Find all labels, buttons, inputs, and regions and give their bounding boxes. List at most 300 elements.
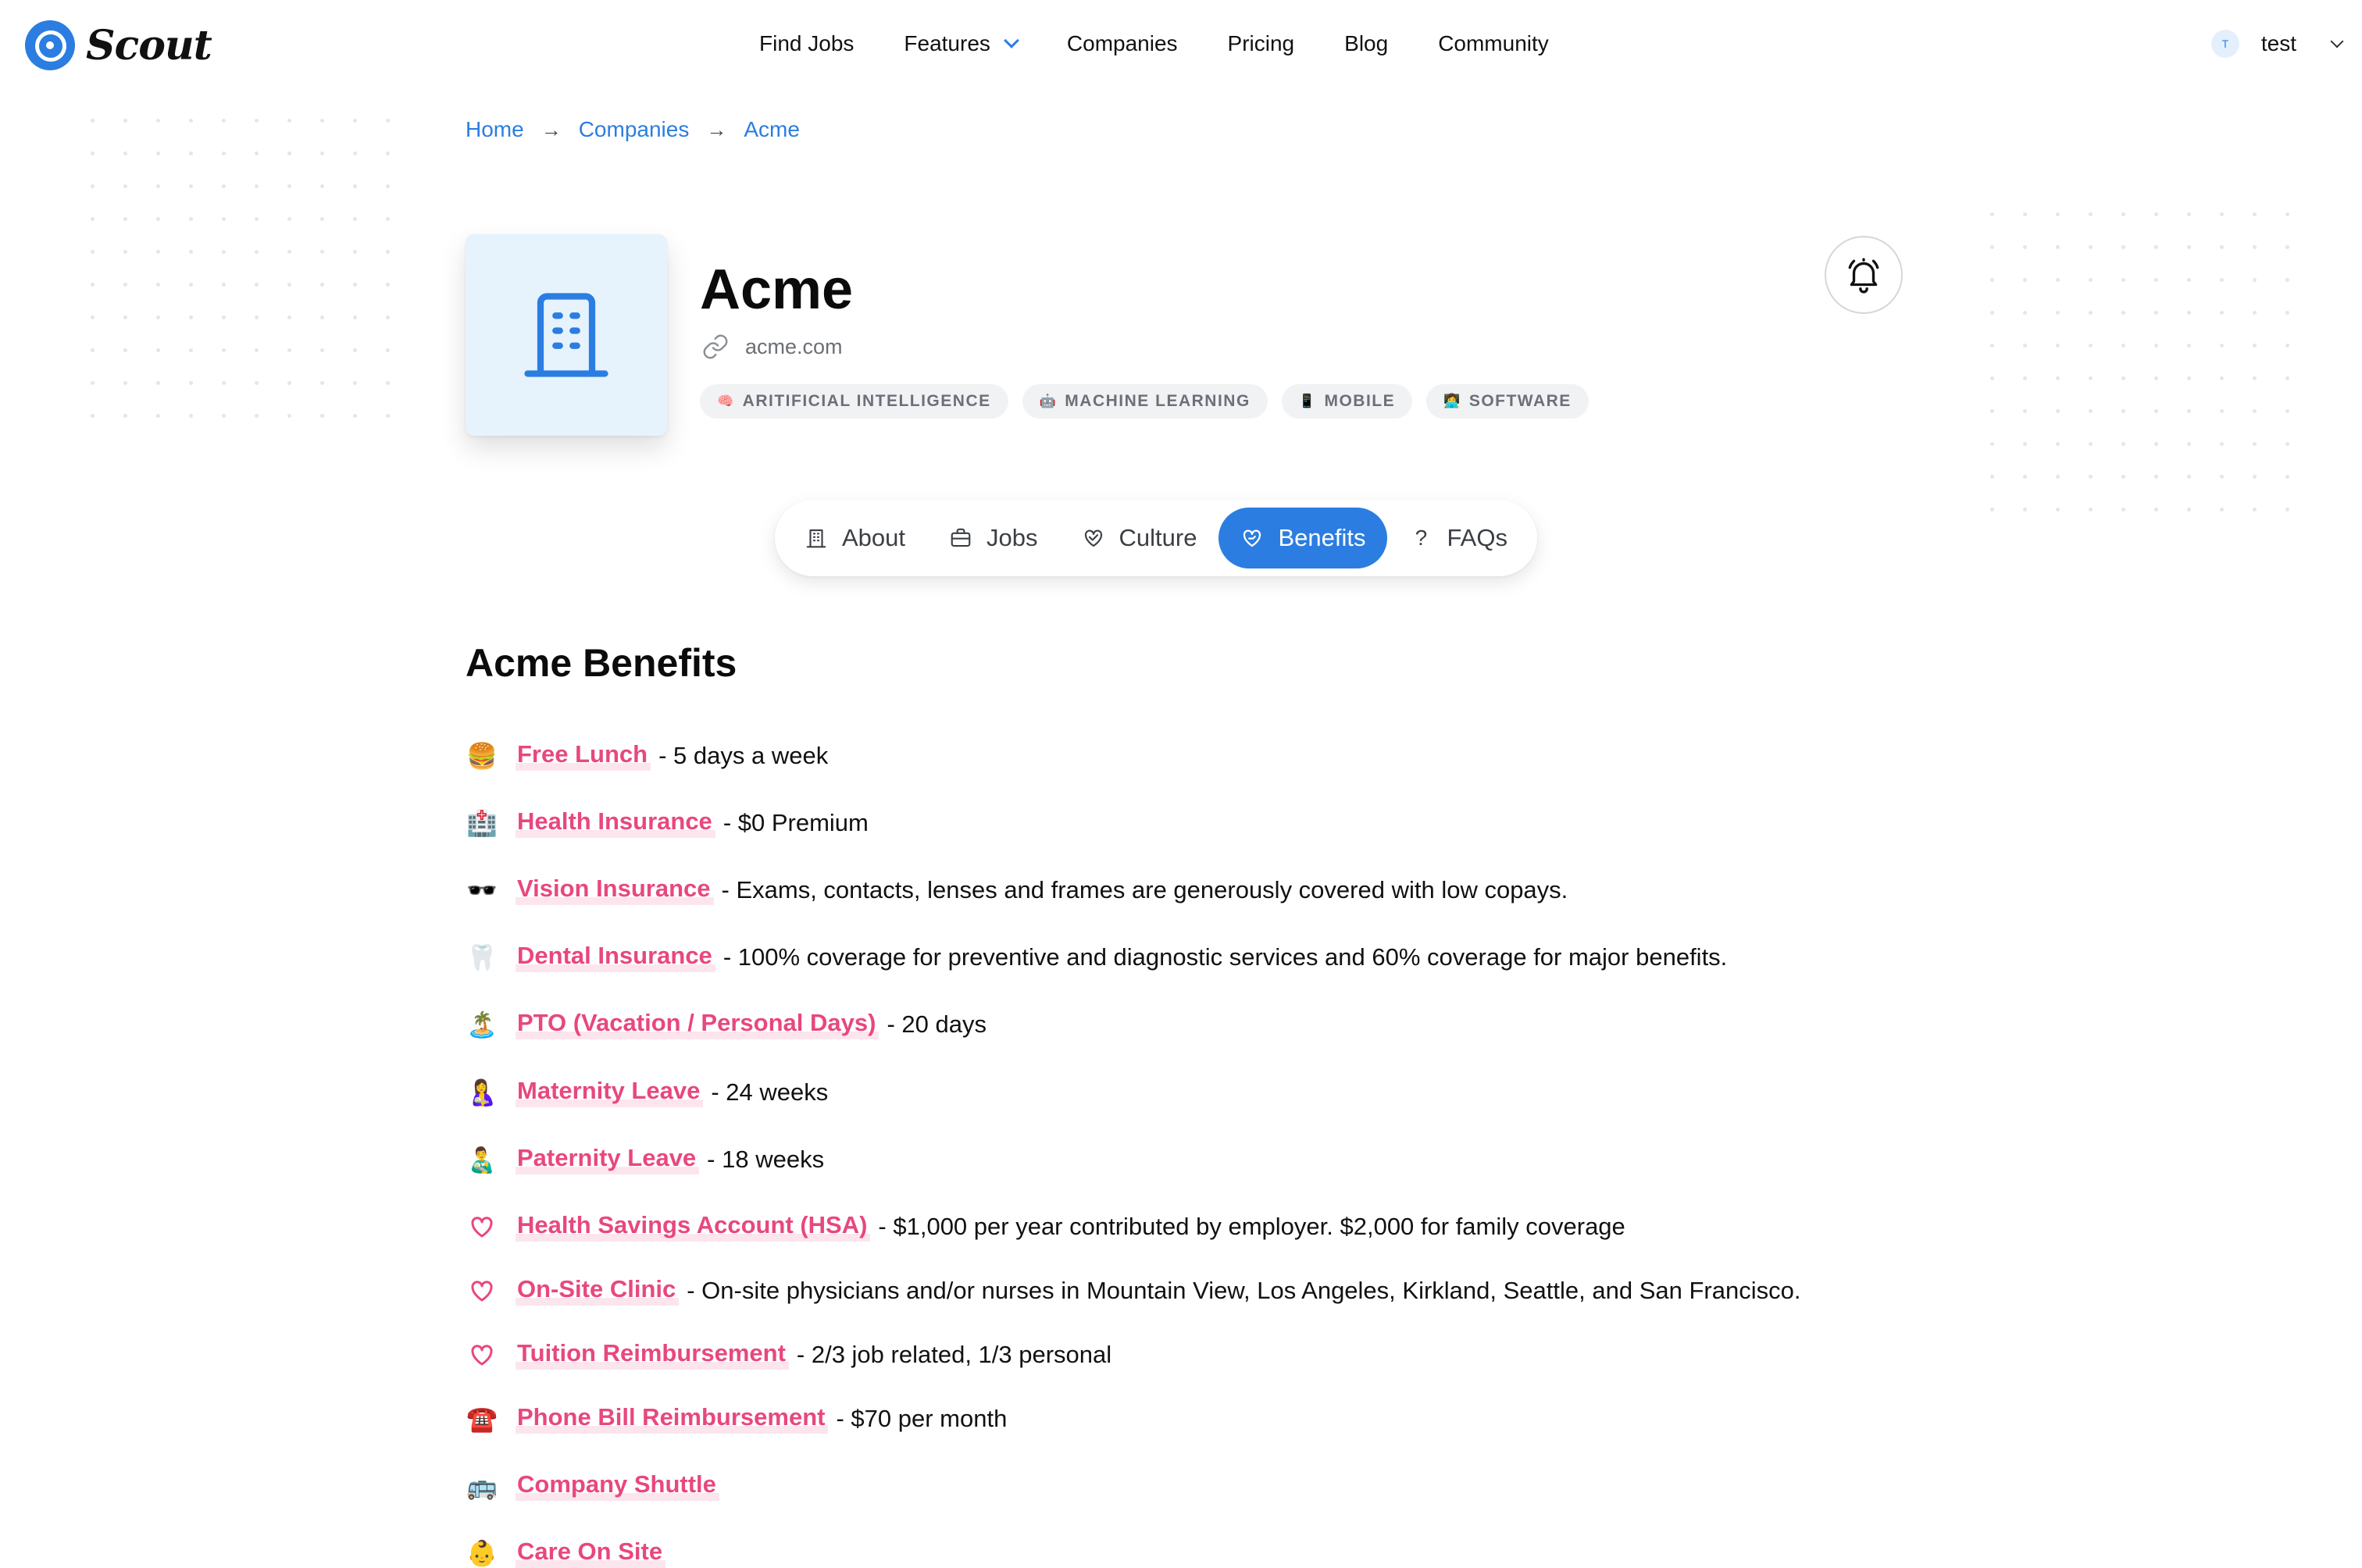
nav-blog[interactable]: Blog bbox=[1344, 31, 1389, 55]
dot bbox=[1990, 475, 1994, 479]
dot bbox=[2056, 245, 2060, 249]
dot bbox=[2285, 475, 2289, 479]
dot bbox=[2253, 212, 2257, 216]
dot bbox=[123, 348, 127, 352]
dot bbox=[1990, 245, 1994, 249]
dot bbox=[123, 184, 127, 188]
dot bbox=[2220, 245, 2224, 249]
benefit-name[interactable]: Company Shuttle bbox=[516, 1470, 719, 1501]
dot bbox=[386, 250, 390, 254]
dot bbox=[2285, 212, 2289, 216]
dot bbox=[353, 250, 357, 254]
benefit-emoji-icon: 👶 bbox=[466, 1538, 498, 1567]
dot bbox=[2220, 212, 2224, 216]
tab-about[interactable] bbox=[783, 508, 927, 568]
dot bbox=[2253, 409, 2257, 413]
user-menu[interactable] bbox=[2211, 30, 2342, 58]
benefit-emoji-icon: ☎️ bbox=[466, 1404, 498, 1433]
dot bbox=[386, 151, 390, 155]
dot bbox=[255, 381, 259, 385]
developer-icon: 👩‍💻 bbox=[1443, 394, 1461, 408]
dot bbox=[1990, 278, 1994, 282]
dot bbox=[2089, 508, 2093, 511]
dot bbox=[2121, 311, 2125, 315]
nav-find-jobs[interactable]: Find Jobs bbox=[759, 31, 855, 55]
dot bbox=[386, 119, 390, 123]
dot bbox=[320, 414, 324, 418]
benefit-description: - $70 per month bbox=[836, 1404, 1008, 1432]
benefit-item bbox=[466, 875, 1568, 905]
dot bbox=[189, 283, 193, 287]
dot bbox=[353, 184, 357, 188]
benefit-item bbox=[466, 1538, 665, 1568]
benefit-item bbox=[466, 1211, 1625, 1242]
dot bbox=[91, 283, 95, 287]
heart-icon bbox=[466, 1277, 498, 1305]
dot bbox=[2187, 442, 2191, 446]
dot bbox=[2089, 376, 2093, 380]
dot bbox=[255, 348, 259, 352]
dot bbox=[156, 151, 160, 155]
dot bbox=[2154, 344, 2158, 347]
benefit-name[interactable]: Dental Insurance bbox=[516, 942, 715, 972]
dot bbox=[2285, 376, 2289, 380]
dot bbox=[353, 348, 357, 352]
dot bbox=[320, 217, 324, 221]
dot bbox=[2285, 311, 2289, 315]
breadcrumb-companies[interactable]: Companies bbox=[578, 117, 690, 141]
nav-community[interactable]: Community bbox=[1438, 31, 1549, 55]
dot bbox=[123, 283, 127, 287]
dot bbox=[353, 217, 357, 221]
dot bbox=[255, 283, 259, 287]
dot bbox=[1990, 311, 1994, 315]
dot bbox=[2253, 475, 2257, 479]
dot bbox=[156, 119, 160, 123]
dot bbox=[2089, 311, 2093, 315]
dot bbox=[2121, 376, 2125, 380]
dot bbox=[2187, 409, 2191, 413]
breadcrumb-acme[interactable]: Acme bbox=[744, 117, 800, 141]
benefit-description: - 18 weeks bbox=[707, 1145, 825, 1173]
benefit-description: - $1,000 per year contributed by employer. $2,000 for family coverage bbox=[878, 1212, 1625, 1240]
dot bbox=[189, 414, 193, 418]
dot bbox=[2121, 409, 2125, 413]
dot bbox=[320, 119, 324, 123]
dot bbox=[2154, 311, 2158, 315]
dot bbox=[2089, 409, 2093, 413]
tab-benefits[interactable] bbox=[1218, 508, 1387, 568]
dot bbox=[2121, 212, 2125, 216]
dot bbox=[2285, 508, 2289, 511]
dot bbox=[123, 315, 127, 319]
company-url-text: acme.com bbox=[745, 334, 843, 358]
tab-label: Culture bbox=[1119, 524, 1197, 551]
benefit-name[interactable]: PTO (Vacation / Personal Days) bbox=[516, 1009, 879, 1039]
benefits-title: Acme Benefits bbox=[466, 641, 737, 685]
dot bbox=[2187, 245, 2191, 249]
benefit-item bbox=[466, 1403, 1007, 1434]
dot bbox=[287, 250, 291, 254]
company-website[interactable] bbox=[701, 333, 843, 361]
dot bbox=[2253, 508, 2257, 511]
dot bbox=[189, 315, 193, 319]
dot bbox=[255, 119, 259, 123]
dot bbox=[287, 348, 291, 352]
dot bbox=[2056, 344, 2060, 347]
nav-pricing[interactable]: Pricing bbox=[1227, 31, 1295, 55]
dot bbox=[2121, 508, 2125, 511]
dot bbox=[2023, 442, 2027, 446]
dot bbox=[2220, 508, 2224, 511]
benefit-item bbox=[466, 1009, 987, 1039]
dot bbox=[2253, 376, 2257, 380]
dot bbox=[2285, 344, 2289, 347]
dot bbox=[189, 381, 193, 385]
dot bbox=[255, 217, 259, 221]
dot bbox=[386, 414, 390, 418]
nav-features[interactable] bbox=[904, 31, 1017, 56]
dot bbox=[91, 217, 95, 221]
breadcrumb-home[interactable]: Home bbox=[466, 117, 524, 141]
tag-software[interactable] bbox=[1426, 384, 1589, 419]
dot bbox=[2220, 278, 2224, 282]
follow-alert-button[interactable] bbox=[1825, 236, 1903, 314]
dot bbox=[222, 119, 226, 123]
dot bbox=[2187, 475, 2191, 479]
dot bbox=[2253, 278, 2257, 282]
dot bbox=[2154, 376, 2158, 380]
dot bbox=[156, 184, 160, 188]
dot bbox=[353, 381, 357, 385]
dot bbox=[2056, 278, 2060, 282]
dot bbox=[386, 283, 390, 287]
dot bbox=[2253, 442, 2257, 446]
tag-artificial-intelligence[interactable] bbox=[700, 384, 1008, 419]
heart-hand-icon bbox=[1240, 526, 1264, 550]
dot bbox=[123, 151, 127, 155]
dot bbox=[222, 348, 226, 352]
dot bbox=[2253, 245, 2257, 249]
dot bbox=[2154, 475, 2158, 479]
benefit-name[interactable]: Paternity Leave bbox=[516, 1144, 699, 1174]
dot bbox=[156, 348, 160, 352]
dot bbox=[287, 283, 291, 287]
benefit-description: - 20 days bbox=[887, 1010, 987, 1038]
dot bbox=[287, 414, 291, 418]
dot bbox=[123, 217, 127, 221]
avatar: T bbox=[2211, 30, 2239, 58]
tab-label: About bbox=[842, 524, 906, 551]
benefit-name[interactable]: Health Insurance bbox=[516, 807, 715, 838]
brand-name: Scout bbox=[86, 21, 212, 69]
dot bbox=[156, 315, 160, 319]
dot bbox=[353, 151, 357, 155]
dot bbox=[2023, 344, 2027, 347]
dot bbox=[156, 381, 160, 385]
heart-icon bbox=[466, 1341, 498, 1369]
benefit-name[interactable]: Health Savings Account (HSA) bbox=[516, 1211, 870, 1242]
benefit-emoji-icon: 🍔 bbox=[466, 741, 498, 770]
company-tabs bbox=[775, 500, 1537, 576]
benefit-item bbox=[466, 740, 828, 771]
dot bbox=[222, 250, 226, 254]
chevron-down-icon bbox=[2331, 35, 2344, 48]
dot bbox=[2187, 508, 2191, 511]
nav-companies[interactable]: Companies bbox=[1066, 31, 1178, 55]
dot bbox=[2056, 311, 2060, 315]
dot-pattern-right bbox=[1990, 212, 2318, 540]
link-icon bbox=[701, 333, 730, 361]
dot bbox=[353, 414, 357, 418]
dot bbox=[2285, 278, 2289, 282]
dot bbox=[91, 151, 95, 155]
dot bbox=[2187, 311, 2191, 315]
dot bbox=[2253, 311, 2257, 315]
dot bbox=[2023, 278, 2027, 282]
dot bbox=[2121, 245, 2125, 249]
main-nav bbox=[759, 31, 1599, 56]
tab-culture[interactable] bbox=[1060, 508, 1219, 568]
dot bbox=[156, 217, 160, 221]
dot bbox=[123, 119, 127, 123]
dot bbox=[255, 414, 259, 418]
dot bbox=[189, 217, 193, 221]
benefit-name[interactable]: Care On Site bbox=[516, 1538, 665, 1568]
dot bbox=[386, 381, 390, 385]
dot bbox=[1990, 409, 1994, 413]
dot bbox=[2154, 409, 2158, 413]
benefit-emoji-icon: 🏝️ bbox=[466, 1010, 498, 1039]
benefit-emoji-icon: 🕶️ bbox=[466, 875, 498, 904]
benefit-description: - 100% coverage for preventive and diagnostic services and 60% coverage for major benefits. bbox=[723, 943, 1728, 971]
dot bbox=[255, 151, 259, 155]
tab-label: Benefits bbox=[1278, 524, 1366, 551]
dot bbox=[2056, 442, 2060, 446]
dot bbox=[2089, 475, 2093, 479]
dot bbox=[2220, 475, 2224, 479]
dot bbox=[2187, 212, 2191, 216]
dot bbox=[2154, 278, 2158, 282]
dot bbox=[386, 348, 390, 352]
dot bbox=[2056, 376, 2060, 380]
benefit-name[interactable]: Vision Insurance bbox=[516, 875, 714, 905]
dot bbox=[189, 151, 193, 155]
dot bbox=[320, 250, 324, 254]
dot bbox=[222, 414, 226, 418]
tag-label: MOBILE bbox=[1324, 392, 1396, 410]
dot bbox=[2154, 508, 2158, 511]
dot bbox=[353, 283, 357, 287]
phone-icon: 📱 bbox=[1298, 394, 1317, 408]
dot bbox=[156, 414, 160, 418]
dot bbox=[320, 315, 324, 319]
brain-icon: 🧠 bbox=[717, 394, 735, 408]
bell-icon bbox=[1844, 255, 1883, 294]
dot bbox=[91, 381, 95, 385]
dot bbox=[222, 151, 226, 155]
dot bbox=[2187, 344, 2191, 347]
arrow-right-icon: → bbox=[541, 117, 562, 141]
company-tags bbox=[700, 384, 1589, 419]
benefit-name[interactable]: Tuition Reimbursement bbox=[516, 1339, 789, 1370]
tag-mobile[interactable] bbox=[1282, 384, 1412, 419]
top-header bbox=[0, 0, 2362, 95]
dot bbox=[123, 250, 127, 254]
dot bbox=[1990, 376, 1994, 380]
dot bbox=[2056, 475, 2060, 479]
dot bbox=[2220, 442, 2224, 446]
dot bbox=[91, 250, 95, 254]
tag-machine-learning[interactable] bbox=[1022, 384, 1268, 419]
dot bbox=[287, 315, 291, 319]
dot bbox=[91, 348, 95, 352]
dot bbox=[320, 151, 324, 155]
dot bbox=[2285, 245, 2289, 249]
dot bbox=[123, 414, 127, 418]
dot bbox=[320, 381, 324, 385]
benefit-description: - 24 weeks bbox=[711, 1078, 829, 1106]
robot-icon: 🤖 bbox=[1039, 394, 1058, 408]
benefit-item bbox=[466, 1275, 1800, 1306]
dot bbox=[2220, 409, 2224, 413]
dot bbox=[189, 184, 193, 188]
dot bbox=[2121, 344, 2125, 347]
benefit-item bbox=[466, 1470, 719, 1501]
handshake-heart-icon bbox=[1082, 526, 1105, 550]
benefit-item bbox=[466, 1144, 824, 1174]
dot bbox=[2154, 442, 2158, 446]
dot bbox=[2121, 278, 2125, 282]
dot bbox=[1990, 442, 1994, 446]
dot bbox=[2089, 442, 2093, 446]
dot bbox=[320, 283, 324, 287]
dot bbox=[2285, 409, 2289, 413]
dot bbox=[222, 283, 226, 287]
dot bbox=[320, 348, 324, 352]
dot bbox=[255, 315, 259, 319]
dot bbox=[2089, 212, 2093, 216]
company-logo bbox=[466, 234, 667, 436]
dot bbox=[1990, 212, 1994, 216]
dot bbox=[189, 119, 193, 123]
user-name: test bbox=[2260, 31, 2296, 55]
dot bbox=[287, 151, 291, 155]
dot bbox=[222, 217, 226, 221]
benefit-description: - 2/3 job related, 1/3 personal bbox=[796, 1340, 1112, 1368]
dot bbox=[91, 315, 95, 319]
dot bbox=[287, 381, 291, 385]
dot bbox=[1990, 508, 1994, 511]
arrow-right-icon: → bbox=[706, 117, 727, 141]
benefit-name[interactable]: Maternity Leave bbox=[516, 1077, 703, 1107]
dot bbox=[2154, 245, 2158, 249]
dot bbox=[353, 315, 357, 319]
dot bbox=[2023, 475, 2027, 479]
dot-pattern-left bbox=[91, 119, 419, 447]
benefit-description: - Exams, contacts, lenses and frames are generously covered with low copays. bbox=[721, 875, 1568, 903]
benefit-item bbox=[466, 1339, 1111, 1370]
dot bbox=[287, 184, 291, 188]
dot bbox=[2089, 245, 2093, 249]
dot bbox=[386, 315, 390, 319]
breadcrumb bbox=[466, 117, 800, 142]
dot bbox=[2121, 442, 2125, 446]
dot bbox=[2220, 376, 2224, 380]
heart-icon bbox=[466, 1213, 498, 1241]
benefit-emoji-icon: 🚌 bbox=[466, 1471, 498, 1500]
benefit-item bbox=[466, 942, 1727, 972]
dot bbox=[156, 283, 160, 287]
tab-jobs[interactable] bbox=[927, 508, 1059, 568]
dot bbox=[222, 315, 226, 319]
tab-label: Jobs bbox=[987, 524, 1038, 551]
dot bbox=[189, 348, 193, 352]
tag-label: ARITIFICIAL INTELLIGENCE bbox=[742, 392, 991, 410]
tab-faqs[interactable] bbox=[1387, 508, 1529, 568]
dot bbox=[2187, 278, 2191, 282]
nav-features-label: Features bbox=[904, 31, 990, 55]
benefit-emoji-icon: 👨‍🍼 bbox=[466, 1145, 498, 1174]
benefit-name[interactable]: Phone Bill Reimbursement bbox=[516, 1403, 828, 1434]
dot bbox=[91, 119, 95, 123]
dot bbox=[2220, 344, 2224, 347]
dot bbox=[386, 217, 390, 221]
dot bbox=[222, 381, 226, 385]
tag-label: SOFTWARE bbox=[1468, 392, 1572, 410]
benefit-description: - 5 days a week bbox=[658, 741, 829, 769]
dot bbox=[123, 381, 127, 385]
dot bbox=[2285, 442, 2289, 446]
building-icon bbox=[805, 526, 828, 550]
dot bbox=[2056, 508, 2060, 511]
dot bbox=[255, 184, 259, 188]
dot bbox=[2023, 245, 2027, 249]
dot bbox=[2089, 278, 2093, 282]
dot bbox=[2023, 212, 2027, 216]
dot bbox=[287, 119, 291, 123]
dot bbox=[2023, 508, 2027, 511]
dot bbox=[2187, 376, 2191, 380]
benefit-name[interactable]: On-Site Clinic bbox=[516, 1275, 679, 1306]
dot bbox=[2220, 311, 2224, 315]
dot bbox=[2121, 475, 2125, 479]
benefit-description: - $0 Premium bbox=[723, 808, 869, 836]
company-name: Acme bbox=[700, 258, 854, 321]
dot bbox=[2023, 376, 2027, 380]
scout-logo[interactable] bbox=[25, 20, 212, 70]
dot bbox=[91, 414, 95, 418]
dot bbox=[2089, 344, 2093, 347]
benefit-emoji-icon: 🦷 bbox=[466, 943, 498, 971]
dot bbox=[2154, 212, 2158, 216]
benefit-item bbox=[466, 1077, 828, 1107]
dot bbox=[287, 217, 291, 221]
dot bbox=[91, 184, 95, 188]
dot bbox=[2023, 409, 2027, 413]
benefit-name[interactable]: Free Lunch bbox=[516, 740, 651, 771]
tag-label: MACHINE LEARNING bbox=[1065, 392, 1251, 410]
question-icon: ? bbox=[1415, 526, 1428, 550]
dot bbox=[2056, 212, 2060, 216]
dot bbox=[222, 184, 226, 188]
dot bbox=[2023, 311, 2027, 315]
dot bbox=[1990, 344, 1994, 347]
chevron-down-icon bbox=[1004, 33, 1019, 48]
dot bbox=[353, 119, 357, 123]
benefit-emoji-icon: 🏥 bbox=[466, 808, 498, 837]
dot bbox=[2253, 344, 2257, 347]
